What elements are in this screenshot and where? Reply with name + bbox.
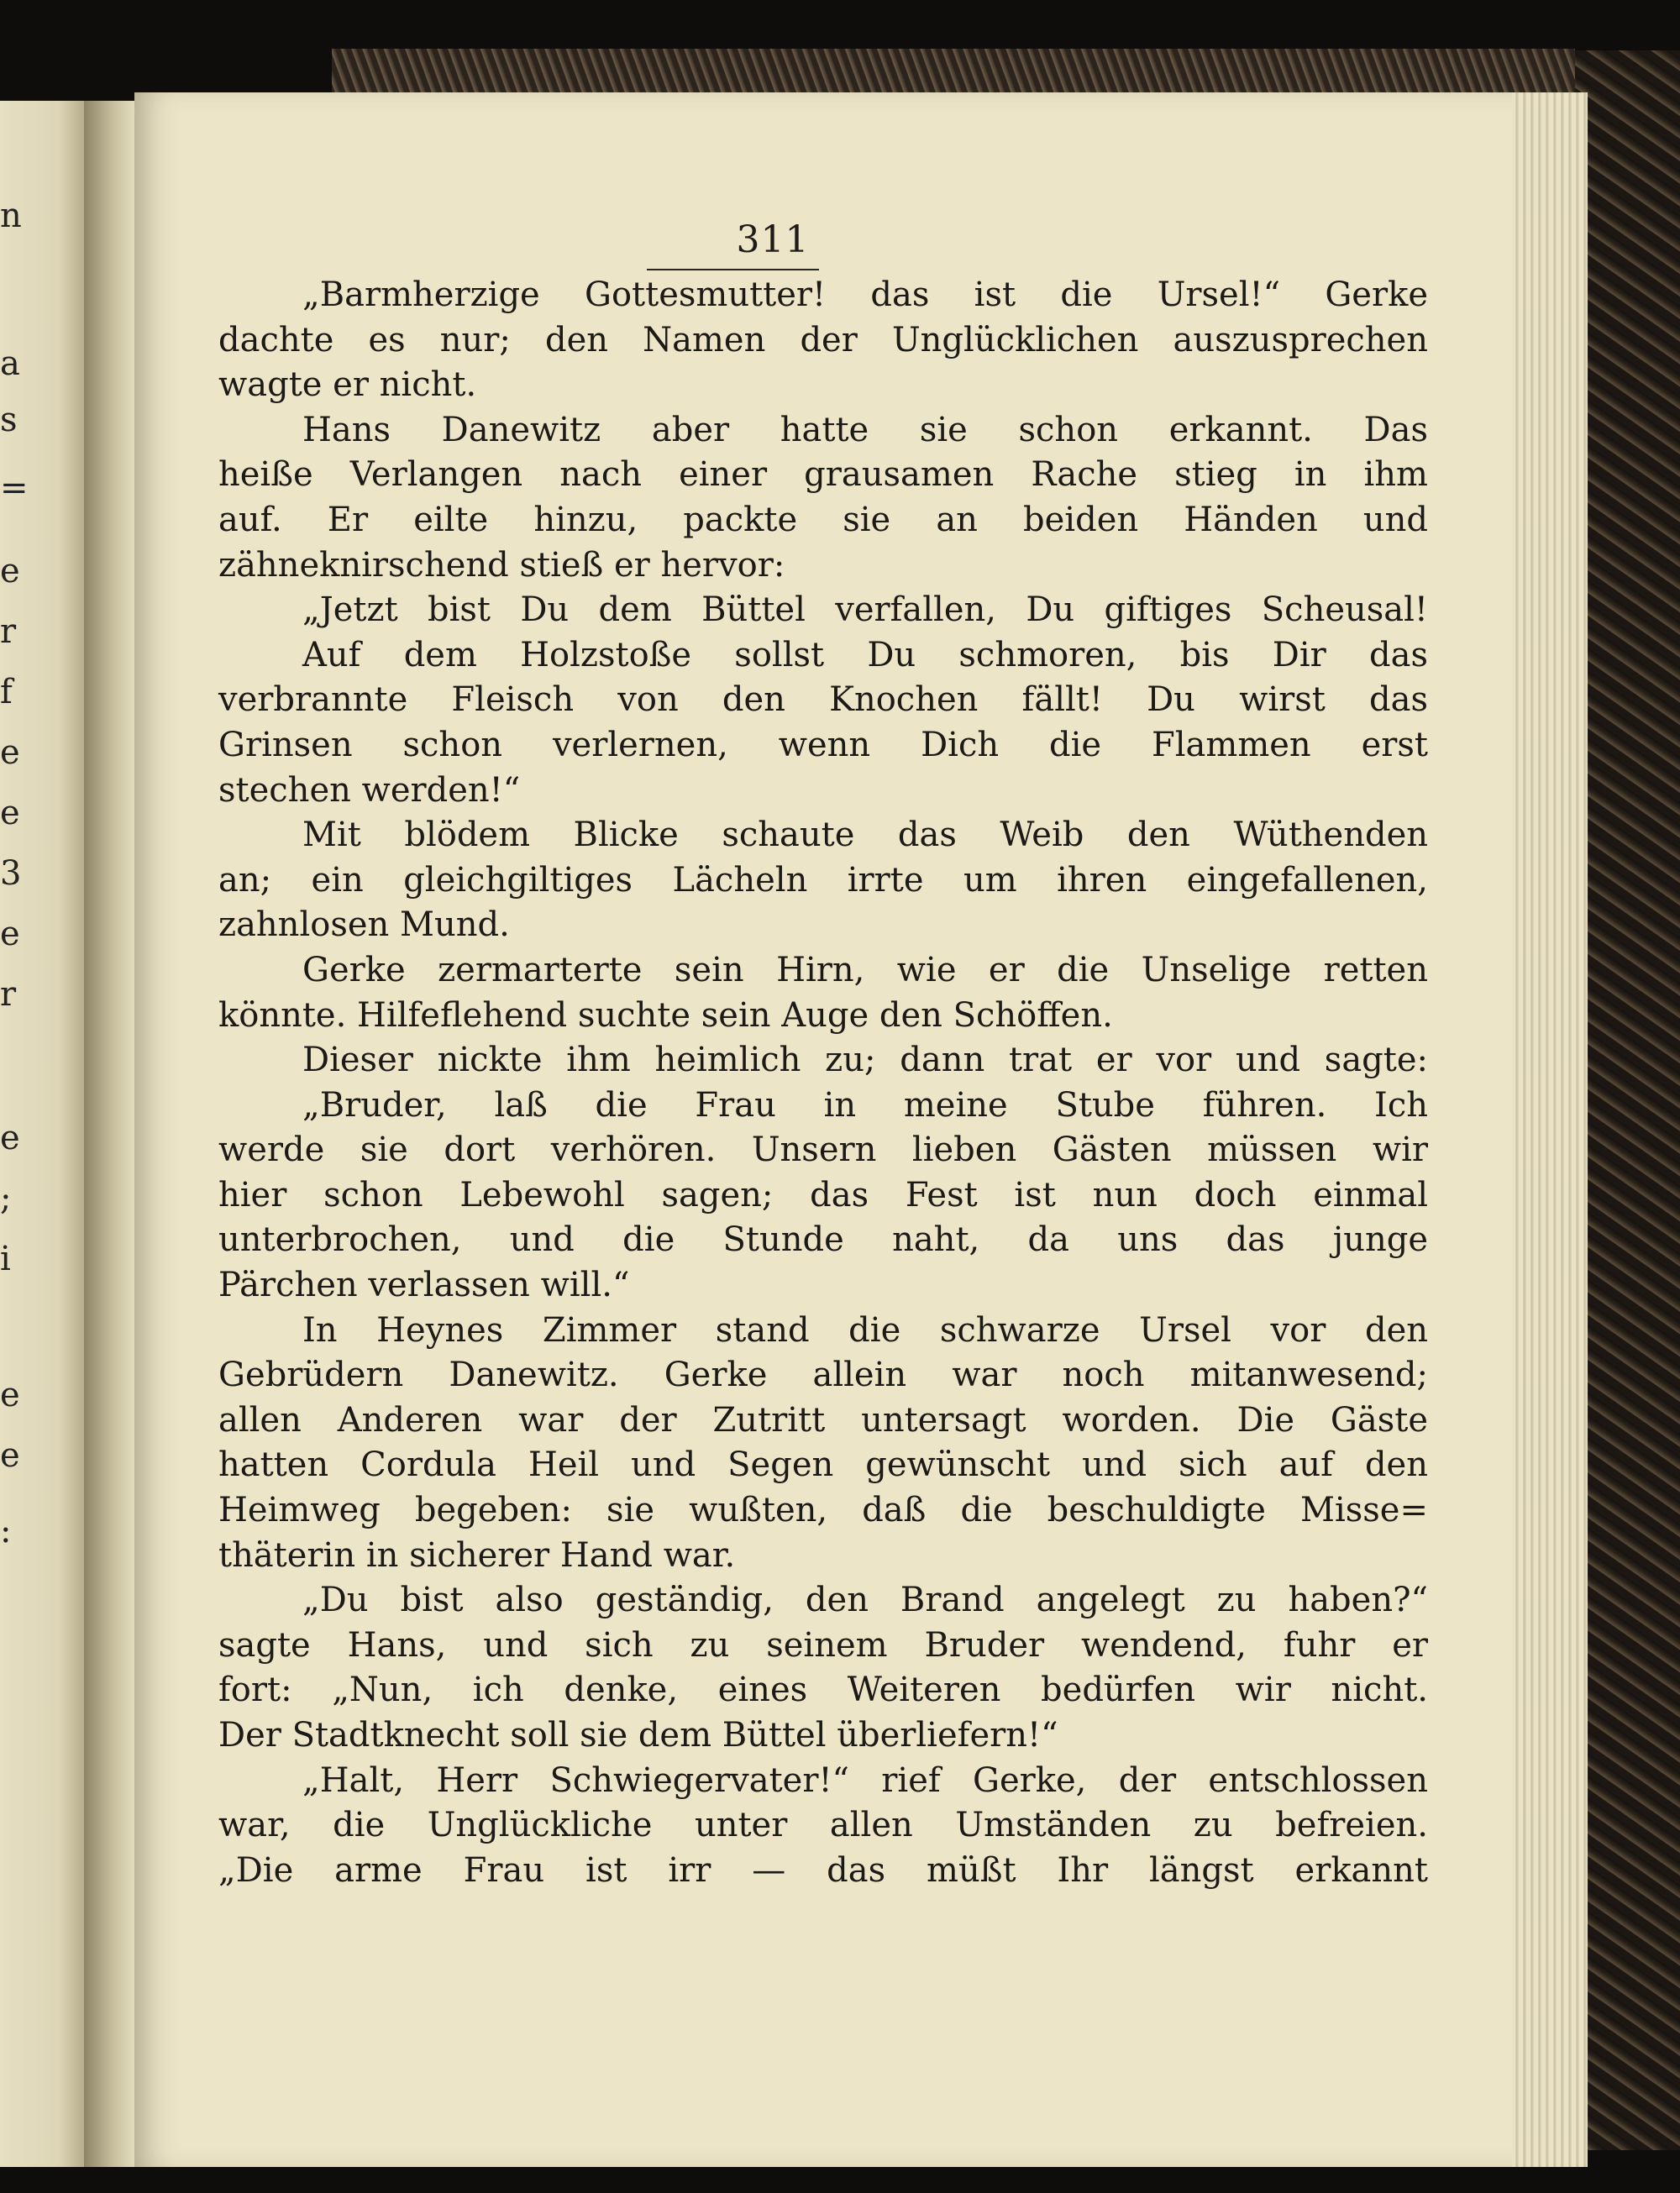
left-page-letter: = [0,469,29,507]
text-line: Gerke zermarterte sein Hirn, wie er die Unselige retten [302,950,1428,989]
left-page-letter: n [0,197,22,235]
text-line: Grinsen schon verlernen, wenn Dich die Flammen erst [218,725,1428,764]
left-page-letter: e [0,794,20,832]
text-line: hatten Cordula Heil und Segen gewünscht und sich auf den [218,1445,1428,1485]
text-line: an; ein gleichgiltiges Lächeln irrte um ihren eingefallenen, [218,860,1428,900]
left-page-letter: f [0,673,13,711]
text-line: stechen werden!“ [218,770,521,810]
text-line: war, die Unglückliche unter allen Umständen zu befreien. [218,1806,1428,1845]
left-page-letter: : [0,1512,12,1550]
page-stack-edges [1504,92,1588,2167]
left-page-letter: a [0,344,20,384]
text-line: könnte. Hilfeflehend suchte sein Auge den Schöffen. [218,995,1113,1035]
text-line: Heimweg begeben: sie wußten, daß die beschuldigte Misse= [218,1491,1428,1530]
left-page-letter: r [0,975,17,1014]
left-facing-page [0,101,84,2167]
page-number-container [647,218,899,261]
text-line: Hans Danewitz aber hatte sie schon erkannt. Das [302,410,1428,449]
text-line: zahnlosen Mund. [218,905,510,945]
book-page [134,92,1512,2167]
text-line: sagte Hans, und sich zu seinem Bruder wendend, fuhr er [218,1625,1428,1665]
left-page-letter: e [0,915,20,953]
text-line: In Heynes Zimmer stand die schwarze Ursel vor den [302,1310,1428,1350]
left-page-letter: r [0,612,17,651]
text-line: Gebrüdern Danewitz. Gerke allein war noch mitanwesend; [218,1356,1428,1395]
text-line: zähneknirschend stieß er hervor: [218,545,785,585]
text-line: verbrannte Fleisch von den Knochen fällt! Du wirst das [218,680,1428,720]
text-line: dachte es nur; den Namen der Unglücklichen auszusprechen [218,320,1428,359]
text-line: thäterin in sicherer Hand war. [218,1535,736,1575]
left-page-letter: 3 [0,854,22,893]
text-line: „Halt, Herr Schwiegervater!“ rief Gerke, der entschlossen [302,1760,1428,1800]
left-page-letter: e [0,1119,20,1157]
text-line: auf. Er eilte hinzu, packte sie an beiden Händen und [218,500,1428,539]
page-number-rule [647,269,819,270]
text-line: Dieser nickte ihm heimlich zu; dann trat er vor und sagte: [302,1041,1428,1080]
text-line: wagte er nicht. [218,365,477,405]
text-line: Der Stadtknecht soll sie dem Büttel überliefern!“ [218,1716,1058,1755]
page-number: 311 [736,218,810,261]
left-page-letter: s [0,401,18,439]
left-page-letter: e [0,552,20,590]
text-line: „Barmherzige Gottesmutter! das ist die Ursel!“ Gerke [302,275,1428,314]
text-line: fort: „Nun, ich denke, eines Weiteren bedürfen wir nicht. [218,1671,1428,1710]
book-cover-edge [1575,50,1680,2150]
text-line: „Die arme Frau ist irr — das müßt Ihr längst erkannt [218,1850,1428,1890]
text-line: Auf dem Holzstoße sollst Du schmoren, bis Dir das [302,635,1428,674]
text-line: „Bruder, laß die Frau in meine Stube führen. Ich [302,1085,1428,1125]
text-line: hier schon Lebewohl sagen; das Fest ist nun doch einmal [218,1175,1428,1215]
left-page-letter: e [0,733,20,772]
text-line: unterbrochen, und die Stunde naht, da uns das junge [218,1220,1428,1260]
body-text [218,273,1428,1893]
left-page-letter: e [0,1376,20,1414]
text-line: heiße Verlangen nach einer grausamen Rache stieg in ihm [218,455,1428,495]
left-page-letter: i [0,1240,11,1278]
text-line: Mit blödem Blicke schaute das Weib den Wüthenden [302,816,1428,855]
book-gutter [84,101,134,2167]
left-page-letter: ; [0,1179,12,1218]
text-line: allen Anderen war der Zutritt untersagt worden. Die Gäste [218,1400,1428,1440]
text-line: „Jetzt bist Du dem Büttel verfallen, Du giftiges Scheusal! [302,590,1428,630]
text-line: Pärchen verlassen will.“ [218,1266,630,1305]
text-line: werde sie dort verhören. Unsern lieben Gästen müssen wir [218,1131,1428,1170]
text-line: „Du bist also geständig, den Brand angelegt zu haben?“ [302,1581,1428,1620]
book-top-edge [332,49,1575,99]
left-page-letter: e [0,1436,20,1475]
